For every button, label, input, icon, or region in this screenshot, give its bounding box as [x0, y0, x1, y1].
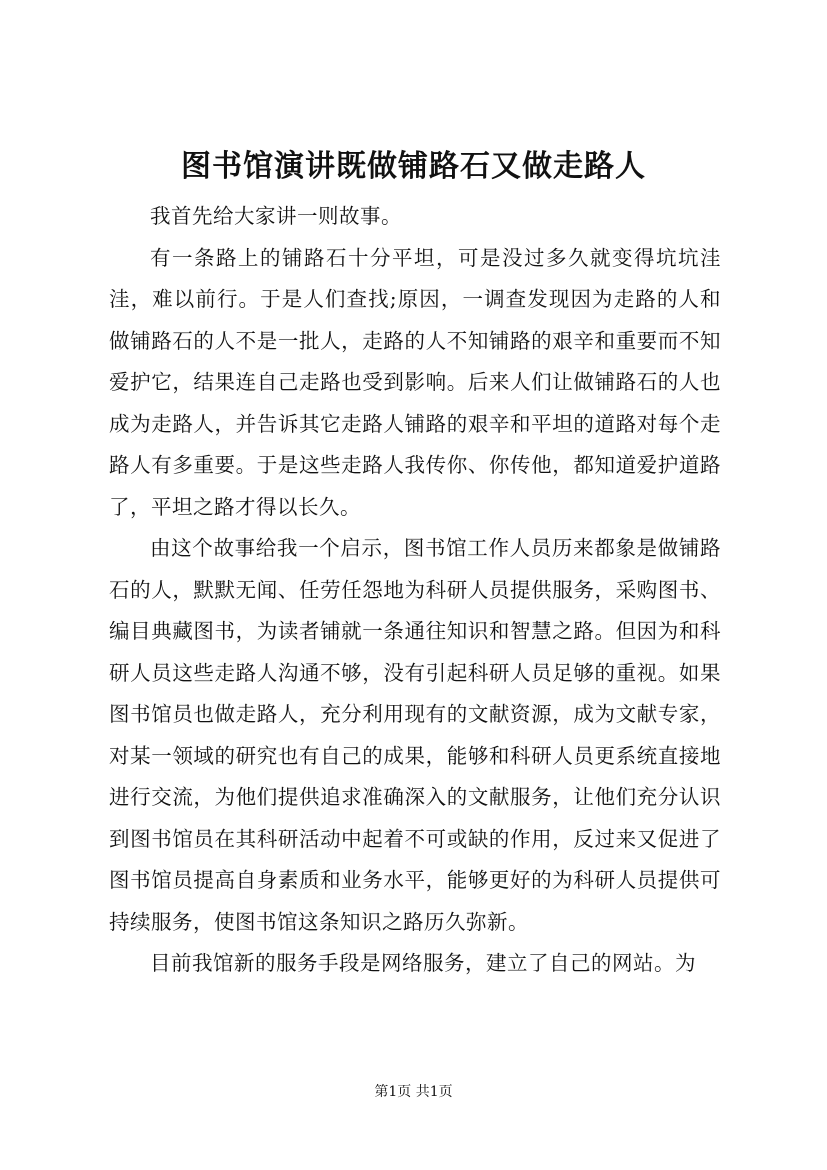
document-body [109, 196, 721, 985]
paragraph: 目前我馆新的服务手段是网络服务，建立了自己的网站。为 [150, 951, 696, 975]
paragraph: 我首先给大家讲一则故事。 [150, 204, 402, 228]
document-title: 图书馆演讲既做铺路石又做走路人 [181, 149, 646, 184]
page-footer: 第1页 共1页 [374, 1084, 453, 1100]
paragraph: 有一条路上的铺路石十分平坦，可是没过多久就变得坑坑洼洼，难以前行。于是人们查找;原因，一调查发现因为走路的人和做铺路石的人不是一批人，走路的人不知铺路的艰辛和重要而不知爱护它，结果连自己走路也受到影响。后来人们让做铺路石的人也成为走路人，并告诉其它走路人铺路的艰辛和平坦的道路对每个走路人有多重要。于是这些走路人我传你、你传他，都知道爱护道路了，平坦之路才得以长久。 [109, 245, 721, 519]
paragraph: 由这个故事给我一个启示，图书馆工作人员历来都象是做铺路石的人，默默无闻、任劳任怨地为科研人员提供服务，采购图书、编目典藏图书，为读者铺就一条通往知识和智慧之路。但因为和科研人员这些走路人沟通不够，没有引起科研人员足够的重视。如果图书馆员也做走路人，充分利用现有的文献资源，成为文献专家，对某一领域的研究也有自己的成果，能够和科研人员更系统直接地进行交流，为他们提供追求准确深入的文献服务，让他们充分认识到图书馆员在其科研活动中起着不可或缺的作用，反过来又促进了图书馆员提高自身素质和业务水平，能够更好的为科研人员提供可持续服务，使图书馆这条知识之路历久弥新。 [109, 536, 721, 934]
